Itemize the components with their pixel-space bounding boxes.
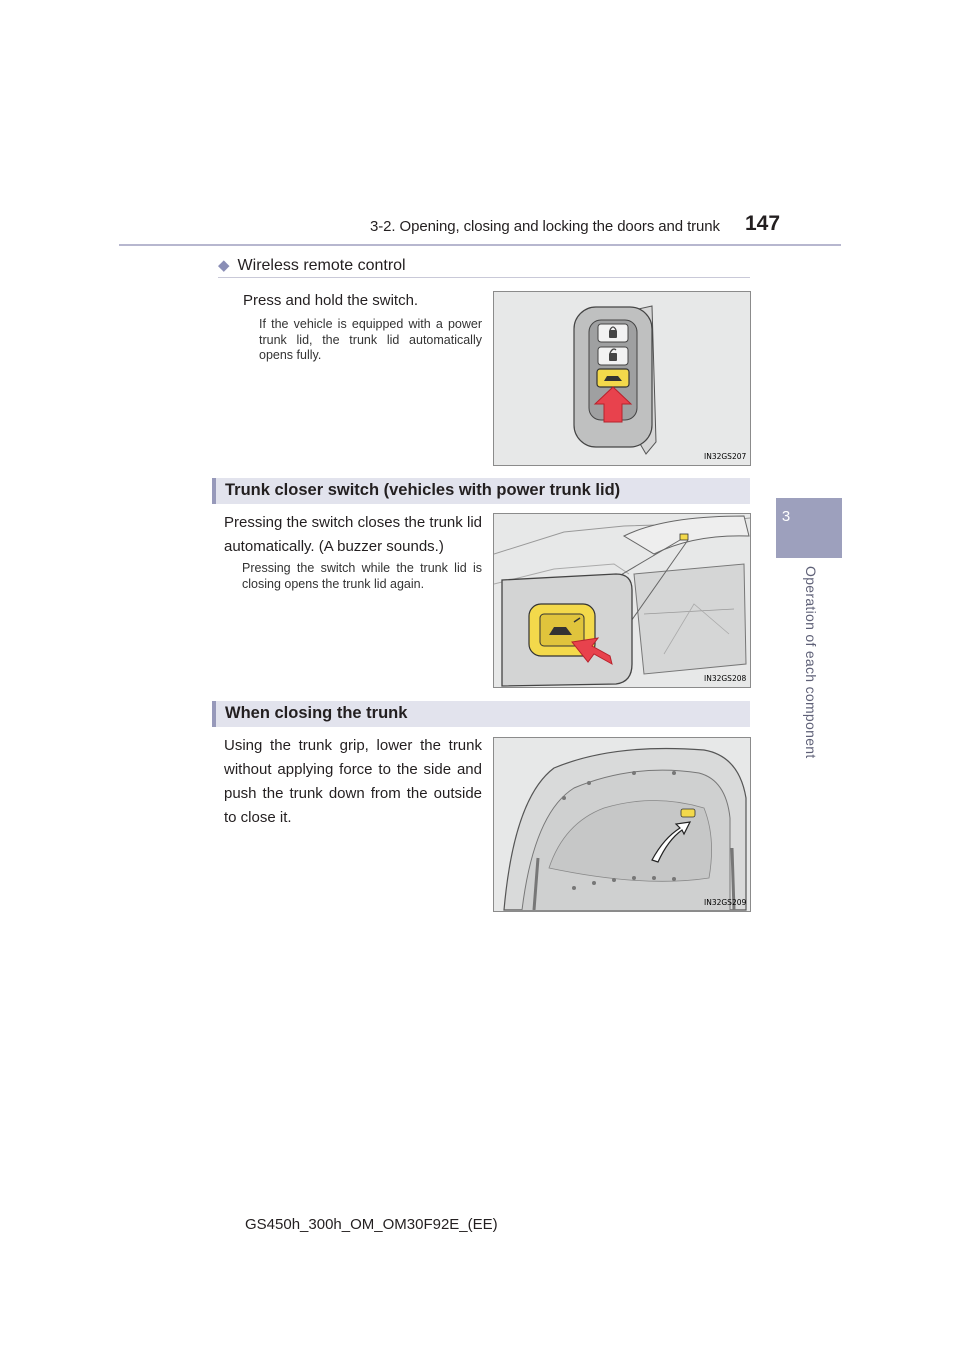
remote-note: If the vehicle is equipped with a power trunk lid, the trunk lid automatically opens fully. (259, 317, 482, 362)
remote-key-illustration (493, 291, 751, 466)
image-code: IN32GS208 (704, 674, 747, 683)
chapter-tab (776, 498, 842, 558)
image-code: IN32GS209 (704, 898, 747, 907)
trunk-closing-illustration (493, 737, 751, 912)
image-code: IN32GS207 (704, 452, 747, 461)
subsection-heading-text: Wireless remote control (237, 257, 406, 274)
diamond-icon: ◆ (218, 257, 230, 274)
document-code: GS450h_300h_OM_OM30F92E_(EE) (245, 1216, 498, 1233)
closer-instruction: Pressing the switch closes the trunk lid automatically. (A buzzer sounds.) (224, 514, 482, 555)
chapter-number: 3 (781, 508, 791, 525)
subsection-heading-remote (218, 256, 406, 275)
section-heading-text: Trunk closer switch (vehicles with power trunk lid) (225, 481, 621, 499)
section-heading-closing-trunk (212, 701, 750, 727)
closer-note: Pressing the switch while the trunk lid is closing opens the trunk lid again. (242, 561, 482, 591)
trunk-closer-switch-illustration (493, 513, 751, 688)
page-number: 147 (745, 212, 781, 235)
section-heading-text: When closing the trunk (225, 704, 408, 722)
header-divider (119, 244, 841, 246)
section-heading-trunk-closer (212, 478, 750, 504)
header-title: 3-2. Opening, closing and locking the doors and trunk (370, 218, 720, 235)
subsection-divider (218, 277, 750, 278)
closing-instruction: Using the trunk grip, lower the trunk without applying force to the side and push the trunk down from the outside to close it. (224, 737, 482, 826)
chapter-label: Operation of each component (803, 566, 819, 759)
remote-instruction: Press and hold the switch. (243, 292, 419, 309)
